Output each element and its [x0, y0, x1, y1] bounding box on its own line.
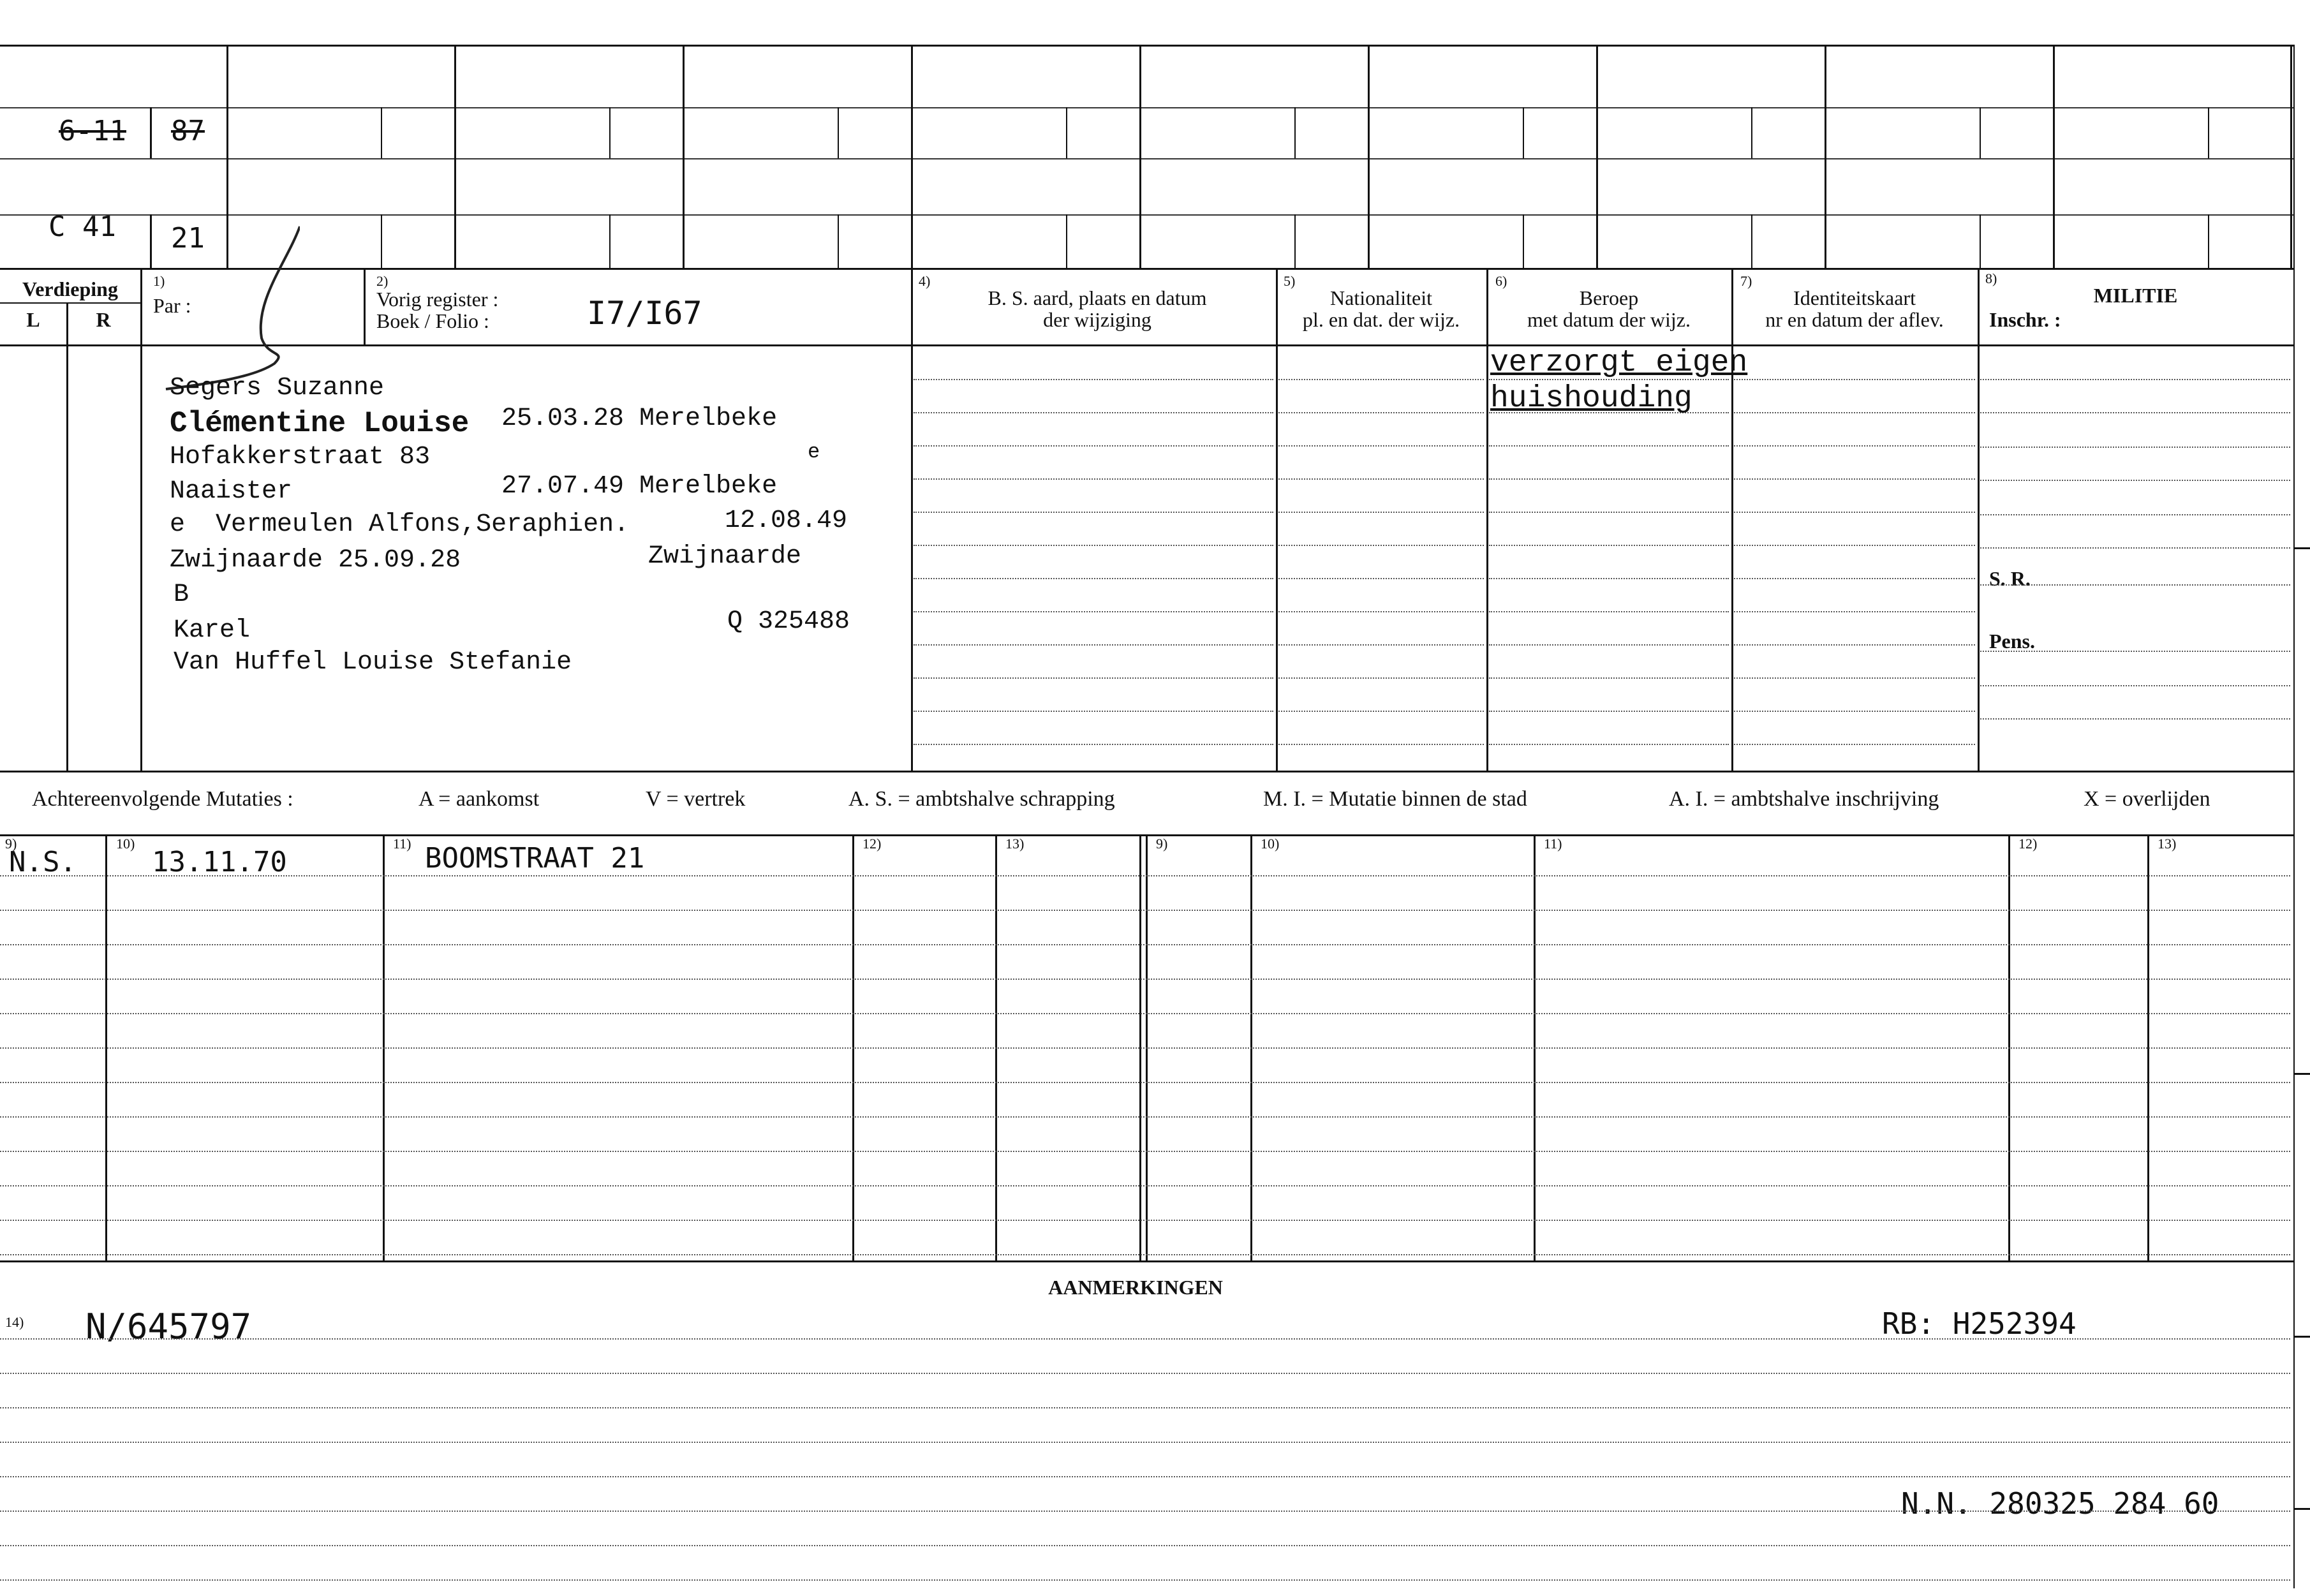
- legend-v: V = vertrek: [646, 787, 746, 811]
- ruling-line: [914, 412, 1273, 413]
- code-c41: C 41: [48, 211, 116, 243]
- ruling-line: [1278, 379, 1484, 380]
- ruling-line: [1734, 578, 1975, 579]
- mutaties-bottom-border: [0, 1260, 2293, 1262]
- ruling-line: [0, 875, 2290, 876]
- col-divider: [140, 268, 142, 772]
- header-ber2: met datum der wijz.: [1527, 308, 1691, 331]
- ruling-line: [1278, 412, 1484, 413]
- ruling-line: [0, 1047, 2290, 1049]
- header-bs1: B. S. aard, plaats en datum: [988, 286, 1207, 309]
- mut-col-num: 9): [5, 836, 17, 852]
- boek-value: I7/I67: [587, 295, 702, 332]
- header-ber1: Beroep: [1579, 286, 1639, 309]
- grid-row-line: [0, 158, 2293, 159]
- mut-col-num: 10): [1261, 836, 1280, 852]
- ruling-line: [1278, 644, 1484, 646]
- legend-a: A = aankomst: [418, 787, 540, 811]
- mut-col-num: 12): [863, 836, 882, 852]
- col-num: 7): [1740, 273, 1752, 289]
- ruling-line: [1734, 677, 1975, 679]
- person-line-6b: Zwijnaarde: [648, 542, 802, 571]
- grid-bottom-border: [0, 268, 2293, 270]
- mut-col-num: 9): [1156, 836, 1168, 852]
- person-line-3: Hofakkerstraat 83: [170, 443, 431, 471]
- ruling-line: [1489, 611, 1729, 612]
- ruling-line: [914, 478, 1273, 480]
- header-l: L: [26, 308, 40, 331]
- person-line-1: Segers Suzanne: [170, 374, 385, 403]
- ruling-line: [0, 1545, 2290, 1546]
- grid-subcol-line: [1523, 107, 1524, 158]
- person-line-9: Van Huffel Louise Stefanie: [174, 648, 572, 677]
- grid-subcol-line: [381, 107, 382, 158]
- grid-subcol-line: [609, 214, 611, 268]
- ruling-line: [1489, 677, 1729, 679]
- col-num: 5): [1284, 273, 1296, 289]
- remarks-nn: N.N. 280325 284 60: [1901, 1486, 2219, 1521]
- mut-col-num: 12): [2018, 836, 2038, 852]
- remarks-title: AANMERKINGEN: [1048, 1276, 1223, 1299]
- col-num: 8): [1985, 270, 1997, 286]
- person-line-4b: 27.07.49 Merelbeke: [501, 472, 778, 501]
- remarks-ref: N/645797: [85, 1306, 252, 1347]
- grid-subcol-line: [609, 107, 611, 158]
- ruling-line: [914, 578, 1273, 579]
- ruling-line: [1734, 412, 1975, 413]
- grid-subcol-line: [1523, 214, 1524, 268]
- col-divider: [911, 268, 913, 772]
- ruling-line: [1980, 412, 2290, 413]
- person-line-2b: 25.03.28 Merelbeke: [501, 404, 778, 433]
- ruling-line: [0, 1013, 2290, 1014]
- grid-col-line: [2290, 45, 2292, 268]
- person-line-5a: e Vermeulen Alfons,Seraphien.: [170, 510, 630, 539]
- header-bs2: der wijziging: [1043, 308, 1151, 331]
- header-bottom-border: [0, 344, 2293, 346]
- grid-col-line: [2053, 45, 2055, 268]
- person-line-2a: Clémentine Louise: [170, 407, 470, 440]
- ruling-line: [1278, 512, 1484, 513]
- ruling-line: [1734, 512, 1975, 513]
- legend-mi: M. I. = Mutatie binnen de stad: [1263, 787, 1527, 811]
- ruling-line: [0, 1082, 2290, 1083]
- code-divider: [150, 214, 152, 268]
- ruling-line: [914, 379, 1273, 380]
- mutaties-title: Achtereenvolgende Mutaties :: [32, 787, 293, 811]
- ruling-line: [1980, 651, 2290, 652]
- label-sr: S. R.: [1989, 567, 2031, 590]
- ruling-line: [0, 1373, 2290, 1374]
- grid-subcol-line: [838, 107, 839, 158]
- col-num: 6): [1495, 273, 1507, 289]
- ruling-line: [1489, 711, 1729, 712]
- code-crossed-1: 6-11: [59, 115, 126, 147]
- remarks-rb: RB: H252394: [1882, 1306, 2077, 1341]
- ruling-line: [0, 910, 2290, 911]
- ruling-line: [1278, 478, 1484, 480]
- grid-col-line: [1825, 45, 1826, 268]
- ruling-line: [1734, 644, 1975, 646]
- ruling-line: [1489, 545, 1729, 546]
- ruling-line: [0, 1442, 2290, 1443]
- ruling-line: [914, 644, 1273, 646]
- ruling-line: [914, 445, 1273, 447]
- header-id2: nr en datum der aflev.: [1765, 308, 1944, 331]
- ruling-line: [1980, 447, 2290, 448]
- lr-divider: [66, 302, 68, 772]
- grid-col-line: [1368, 45, 1370, 268]
- col-divider: [364, 268, 366, 344]
- ruling-line: [1980, 480, 2290, 481]
- ruling-line: [1278, 677, 1484, 679]
- grid-subcol-line: [1294, 107, 1296, 158]
- ruling-line: [914, 677, 1273, 679]
- ruling-line: [1278, 744, 1484, 745]
- col-num: 2): [376, 273, 389, 289]
- ruling-line: [1278, 711, 1484, 712]
- person-line-6a: Zwijnaarde 25.09.28: [170, 546, 461, 575]
- ruling-line: [0, 1338, 2290, 1340]
- code-divider: [150, 107, 152, 158]
- col-divider: [1276, 268, 1278, 772]
- margin-tick: [2293, 547, 2310, 549]
- grid-subcol-line: [1066, 107, 1067, 158]
- header-militie: MILITIE: [2093, 284, 2178, 307]
- ruling-line: [1980, 685, 2290, 686]
- ruling-line: [914, 512, 1273, 513]
- ruling-line: [1278, 545, 1484, 546]
- ruling-line: [1734, 545, 1975, 546]
- ruling-line: [1980, 584, 2290, 586]
- ruling-line: [0, 1579, 2290, 1581]
- remarks-num: 14): [5, 1314, 24, 1330]
- grid-subcol-line: [1751, 214, 1752, 268]
- grid-subcol-line: [1066, 214, 1067, 268]
- ruling-line: [1734, 611, 1975, 612]
- mut-col-num: 11): [393, 836, 411, 852]
- ruling-line: [0, 979, 2290, 980]
- mut-date: 13.11.70: [152, 846, 287, 878]
- header-inschr: Inschr. :: [1989, 308, 2061, 331]
- grid-subcol-line: [2208, 107, 2209, 158]
- person-line-4a: Naaister: [170, 477, 293, 506]
- header-id1: Identiteitskaart: [1793, 286, 1916, 309]
- ruling-line: [0, 1220, 2290, 1221]
- ruling-line: [0, 1407, 2290, 1408]
- legend-ai: A. I. = ambtshalve inschrijving: [1669, 787, 1939, 811]
- ruling-line: [1489, 445, 1729, 447]
- header-r: R: [96, 308, 111, 331]
- mut-col-num: 11): [1544, 836, 1562, 852]
- mut-address: BOOMSTRAAT 21: [425, 842, 645, 875]
- verdieping-divider: [0, 302, 140, 304]
- mut-col-num: 10): [116, 836, 135, 852]
- col-num: 4): [919, 273, 931, 289]
- ruling-line: [0, 1254, 2290, 1255]
- ruling-line: [1734, 379, 1975, 380]
- ruling-line: [914, 545, 1273, 546]
- ruling-line: [1734, 744, 1975, 745]
- grid-row-line: [0, 214, 2293, 216]
- person-line-5b: 12.08.49: [725, 506, 848, 535]
- grid-subcol-line: [838, 214, 839, 268]
- grid-subcol-line: [2208, 214, 2209, 268]
- header-vorig: Vorig register :: [376, 288, 499, 311]
- grid-subcol-line: [381, 214, 382, 268]
- header-verdieping: Verdieping: [22, 277, 118, 300]
- ruling-line: [914, 711, 1273, 712]
- grid-subcol-line: [1980, 214, 1981, 268]
- legend-x: X = overlijden: [2084, 787, 2210, 811]
- person-line-7: B: [174, 580, 189, 609]
- grid-col-line: [1139, 45, 1141, 268]
- margin-tick: [2293, 1508, 2310, 1510]
- beroep-line-2: huishouding: [1490, 381, 1692, 416]
- col-divider: [1978, 268, 1980, 772]
- grid-col-line: [1596, 45, 1598, 268]
- header-nat1: Nationaliteit: [1330, 286, 1432, 309]
- ruling-line: [1278, 578, 1484, 579]
- grid-subcol-line: [1980, 107, 1981, 158]
- ruling-line: [914, 744, 1273, 745]
- grid-col-line: [911, 45, 913, 268]
- person-line-3b: e: [808, 440, 820, 464]
- legend-as: A. S. = ambtshalve schrapping: [848, 787, 1115, 811]
- ruling-line: [1980, 379, 2290, 380]
- ruling-line: [1489, 478, 1729, 480]
- ruling-line: [0, 1151, 2290, 1152]
- col-divider: [1731, 268, 1733, 772]
- grid-col-line: [683, 45, 685, 268]
- col-divider: [1486, 268, 1488, 772]
- top-border: [0, 45, 2293, 47]
- grid-col-line: [454, 45, 456, 268]
- ruling-line: [1734, 478, 1975, 480]
- ruling-line: [1734, 445, 1975, 447]
- person-line-8b: Q 325488: [727, 607, 850, 636]
- ruling-line: [1980, 547, 2290, 549]
- ruling-line: [0, 1185, 2290, 1186]
- grid-subcol-line: [1294, 214, 1296, 268]
- ruling-line: [0, 1116, 2290, 1118]
- ruling-line: [1489, 578, 1729, 579]
- section-border: [0, 771, 2293, 772]
- right-edge: [2293, 45, 2295, 1588]
- ruling-line: [914, 611, 1273, 612]
- margin-tick: [2293, 1336, 2310, 1338]
- ruling-line: [1734, 711, 1975, 712]
- mut-col-num: 13): [2158, 836, 2177, 852]
- code-crossed-2: 87: [171, 115, 205, 147]
- header-par: Par :: [153, 294, 191, 317]
- header-boek: Boek / Folio :: [376, 309, 489, 332]
- margin-tick: [2293, 1073, 2310, 1075]
- code-21: 21: [171, 222, 205, 255]
- ruling-line: [0, 1476, 2290, 1477]
- mut-type: N.S.: [9, 846, 77, 878]
- ruling-line: [0, 1511, 2290, 1512]
- ruling-line: [1278, 445, 1484, 447]
- col-num: 1): [153, 273, 165, 289]
- header-nat2: pl. en dat. der wijz.: [1302, 308, 1460, 331]
- ruling-line: [1278, 611, 1484, 612]
- mut-col-num: 13): [1005, 836, 1025, 852]
- grid-row-line: [0, 107, 2293, 108]
- beroep-line-1: verzorgt eigen: [1490, 346, 1748, 380]
- ruling-line: [1489, 644, 1729, 646]
- ruling-line: [0, 944, 2290, 945]
- person-line-8a: Karel: [174, 616, 251, 645]
- ruling-line: [1980, 718, 2290, 720]
- ruling-line: [1489, 512, 1729, 513]
- label-pens: Pens.: [1989, 630, 2035, 653]
- grid-subcol-line: [1751, 107, 1752, 158]
- ruling-line: [1489, 744, 1729, 745]
- ruling-line: [1980, 514, 2290, 515]
